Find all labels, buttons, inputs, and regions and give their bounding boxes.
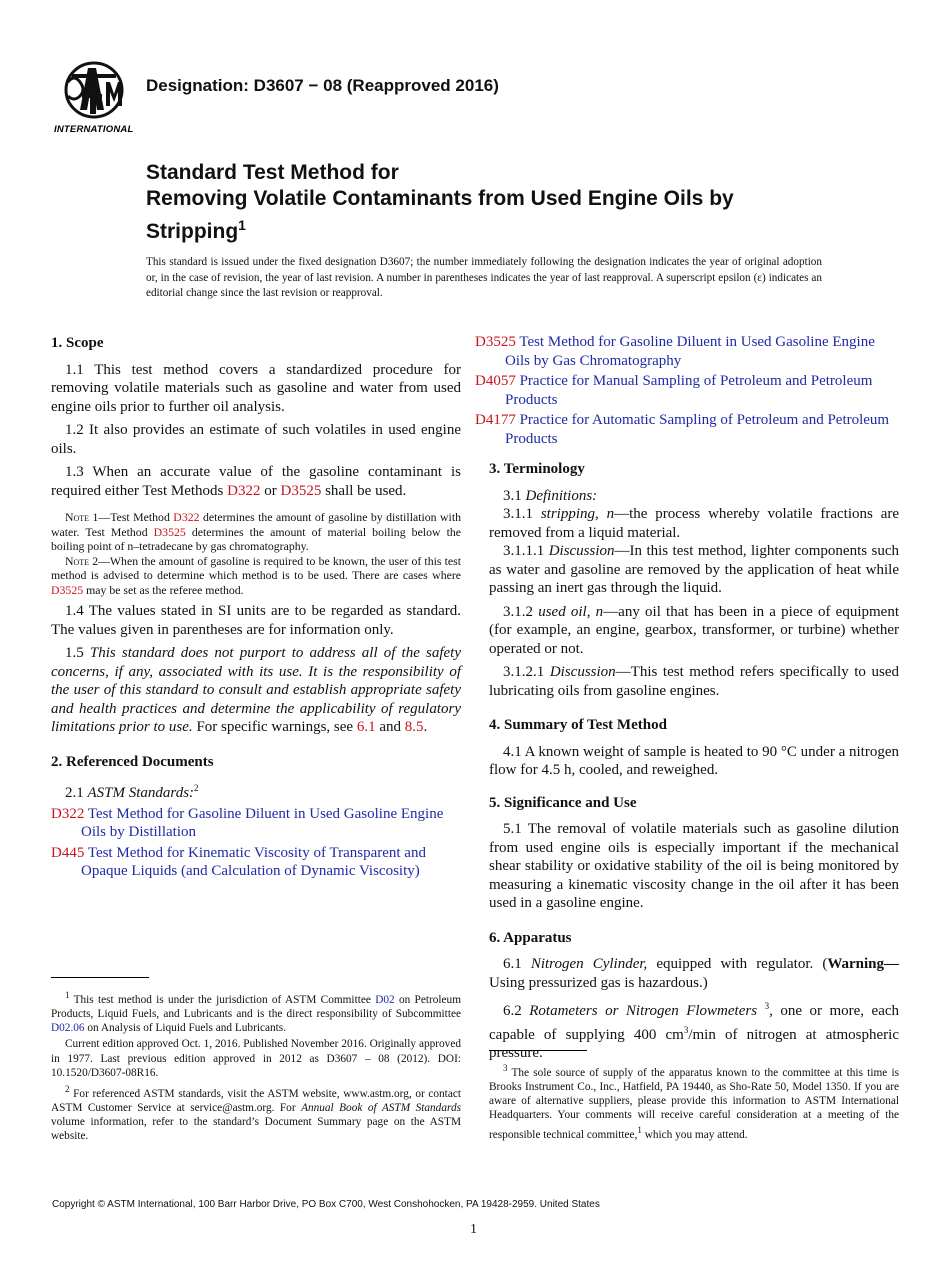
link-d3525[interactable]: D3525 — [153, 524, 186, 539]
link-d02-06[interactable]: D02.06 — [51, 1022, 85, 1035]
para-6-2: 6.2 Rotameters or Nitrogen Flowmeters $^3$, one or more, each capable of supplying 400 $cm^3/\min$ of nitrogen at atmospheric pressure. — [489, 1001, 900, 1061]
footnote-1-edition: Current edition approved Oct. 1, 2016. Published November 2016. Originally approved in 1977. Last previous edition approved in 2012 as D3607 – 08 (2012). DOI: 10.1520/D3607-08R16. — [51, 1038, 461, 1079]
title-footnote-mark: 1 — [238, 217, 246, 233]
right-column — [475, 333, 900, 1068]
right-footnotes — [489, 1050, 899, 1144]
link-8-5[interactable]: 8.5 — [404, 719, 424, 735]
section-heading-apparatus: 6. Apparatus — [489, 929, 572, 946]
designation: Designation: D3607 − 08 (Reapproved 2016) — [146, 76, 499, 95]
left-column — [51, 334, 461, 883]
page-number: 1 — [470, 1222, 477, 1237]
link-d02[interactable]: D02 — [375, 993, 395, 1006]
note-1: Note 1—Test Method D322 determines the amount of gasoline by distillation with water. Test Method D3525 determines the amount of material boiling below the boiling point of n–tetradecane by gas chromatography. — [51, 510, 461, 553]
footnote-2: $^2$ For referenced ASTM standards, visit the ASTM website, www.astm.org, or contact ASTM Customer Service at service@astm.org. For Annual Book of ASTM Standards volume information, refer to the standard’s Document Summary page on the ASTM website. — [51, 1083, 461, 1143]
para-5-1: 5.1 The removal of volatile materials such as gasoline dilution from used engine oils is especially important if the mechanical shear stability or oxidative stability of the oil is being monitored by measuring a kinematic viscosity change in the oil after it has been used in a gasoline engine. — [489, 821, 899, 911]
title-line-2: Removing Volatile Contaminants from Used Engine Oils by — [146, 187, 734, 210]
para-1-5: 1.5 This standard does not purport to address all of the safety concerns, if any, associated with its use. It is the responsibility of the user of this standard to consult and establish appropriate safety and health practices and determine the applicability of regulatory limitations prior to use. For specific warnings, see 6.1 and 8.5. — [51, 645, 462, 735]
link-d322[interactable]: D322 — [173, 510, 200, 524]
para-1-3: 1.3 When an accurate value of the gasoline contaminant is required either Test Methods D322 or D3525 shall be used. — [51, 464, 461, 499]
link-d322[interactable]: D322 — [227, 482, 261, 499]
section-heading-summary: 4. Summary of Test Method — [489, 717, 667, 733]
link-6-1[interactable]: 6.1 — [356, 719, 376, 735]
para-3-1-1: 3.1.1 stripping, n—the process whereby volatile fractions are removed from a liquid material. — [489, 506, 899, 541]
para-1-1: 1.1 This test method covers a standardized procedure for removing volatile materials such as gasoline and water from used engine oils prior to further oil analysis. — [51, 361, 461, 415]
section-heading-significance: 5. Significance and Use — [489, 794, 637, 811]
para-3-1: 3.1 Definitions: — [503, 487, 598, 504]
left-footnotes — [51, 977, 461, 1146]
para-1-4: 1.4 The values stated in SI units are to be regarded as standard. The values given in parentheses are for information only. — [51, 603, 461, 638]
page-title — [146, 160, 866, 245]
section-heading-scope: 1. Scope — [51, 335, 104, 351]
issued-statement: This standard is issued under the fixed designation D3607; the number immediately following the designation indicates the year of original adoption or, in the case of revision, the year of last revision. A number in parentheses indicates the year of last reapproval. A superscript epsilon (ε) indicates an editorial change since the last revision or reapproval. — [146, 256, 822, 299]
para-3-1-1-1: 3.1.1.1 Discussion—In this test method, lighter components such as water and gasoline are removed by the application of heat while passing an inert gas through the liquid. — [489, 543, 899, 596]
ref-d4177[interactable]: D4177 Practice for Automatic Sampling of Petroleum and Petroleum Products — [475, 412, 890, 447]
note-2: Note 2—When the amount of gasoline is required to be known, the user of this test method is advised to determine which method is to be used. There are cases where D3525 may be set as the referee method. — [51, 553, 461, 597]
section-heading-terminology: 3. Terminology — [489, 461, 585, 477]
para-3-1-2: 3.1.2 used oil, n—any oil that has been in a piece of equipment (for example, an engine, gearbox, transformer, or turbine) whether operated or not. — [489, 603, 899, 657]
para-4-1: 4.1 A known weight of sample is heated to 90 °C under a nitrogen flow for 4.5 h, cooled, and reweighed. — [489, 743, 899, 778]
section-heading-referenced: 2. Referenced Documents — [51, 753, 214, 770]
para-3-1-2-1: 3.1.2.1 Discussion—This test method refers specifically to used lubricating oils from gasoline engines. — [489, 664, 899, 699]
logo-text: INTERNATIONAL — [54, 124, 134, 135]
astm-logo-icon — [52, 60, 136, 136]
ref-d322[interactable]: D322 Test Method for Gasoline Diluent in Used Gasoline Engine Oils by Distillation — [51, 805, 444, 840]
footnote-1: $^1$ This test method is under the jurisdiction of ASTM Committee D02 on Petroleum Products, Liquid Fuels, and Lubricants and is the direct responsibility of Subcommittee D02.06 on Analysis of Liquid Fuels and Lubricants. — [51, 990, 461, 1035]
copyright: Copyright © ASTM International, 100 Barr Harbor Drive, PO Box C700, West Conshohocken, PA 19428-2959. United States — [52, 1199, 600, 1210]
link-d3525[interactable]: D3525 — [51, 582, 84, 597]
astm-logo — [52, 60, 136, 136]
ref-d445[interactable]: D445 Test Method for Kinematic Viscosity of Transparent and Opaque Liquids (and Calculation of Dynamic Viscosity) — [51, 844, 426, 879]
link-d3525[interactable]: D3525 — [280, 482, 322, 499]
ref-d3525[interactable]: D3525 Test Method for Gasoline Diluent in Used Gasoline Engine Oils by Gas Chromatography — [475, 334, 875, 369]
ref-d4057[interactable]: D4057 Practice for Manual Sampling of Petroleum and Petroleum Products — [475, 373, 873, 408]
footnote-3: $^3$ The sole source of supply of the apparatus known to the committee at this time is Brooks Instrument Co., Inc., Hatfield, PA 19440, as Sho-Rate 50, Model 1350. If you are aware of alternative suppliers, please provide this information to ASTM International Headquarters. Your comments will receive careful consideration at a meeting of the responsible technical committee,$^1$ which you may attend. — [489, 1063, 899, 1141]
title-line-3: Stripping — [146, 220, 239, 243]
para-1-2: 1.2 It also provides an estimate of such volatiles in used engine oils. — [51, 422, 461, 457]
title-line-1: Standard Test Method for — [146, 161, 399, 184]
para-2-1: 2.1 ASTM Standards:$^2$ — [65, 783, 199, 801]
para-6-1: 6.1 Nitrogen Cylinder, equipped with regulator. (Warning—Using pressurized gas is hazardous.) — [489, 956, 900, 991]
